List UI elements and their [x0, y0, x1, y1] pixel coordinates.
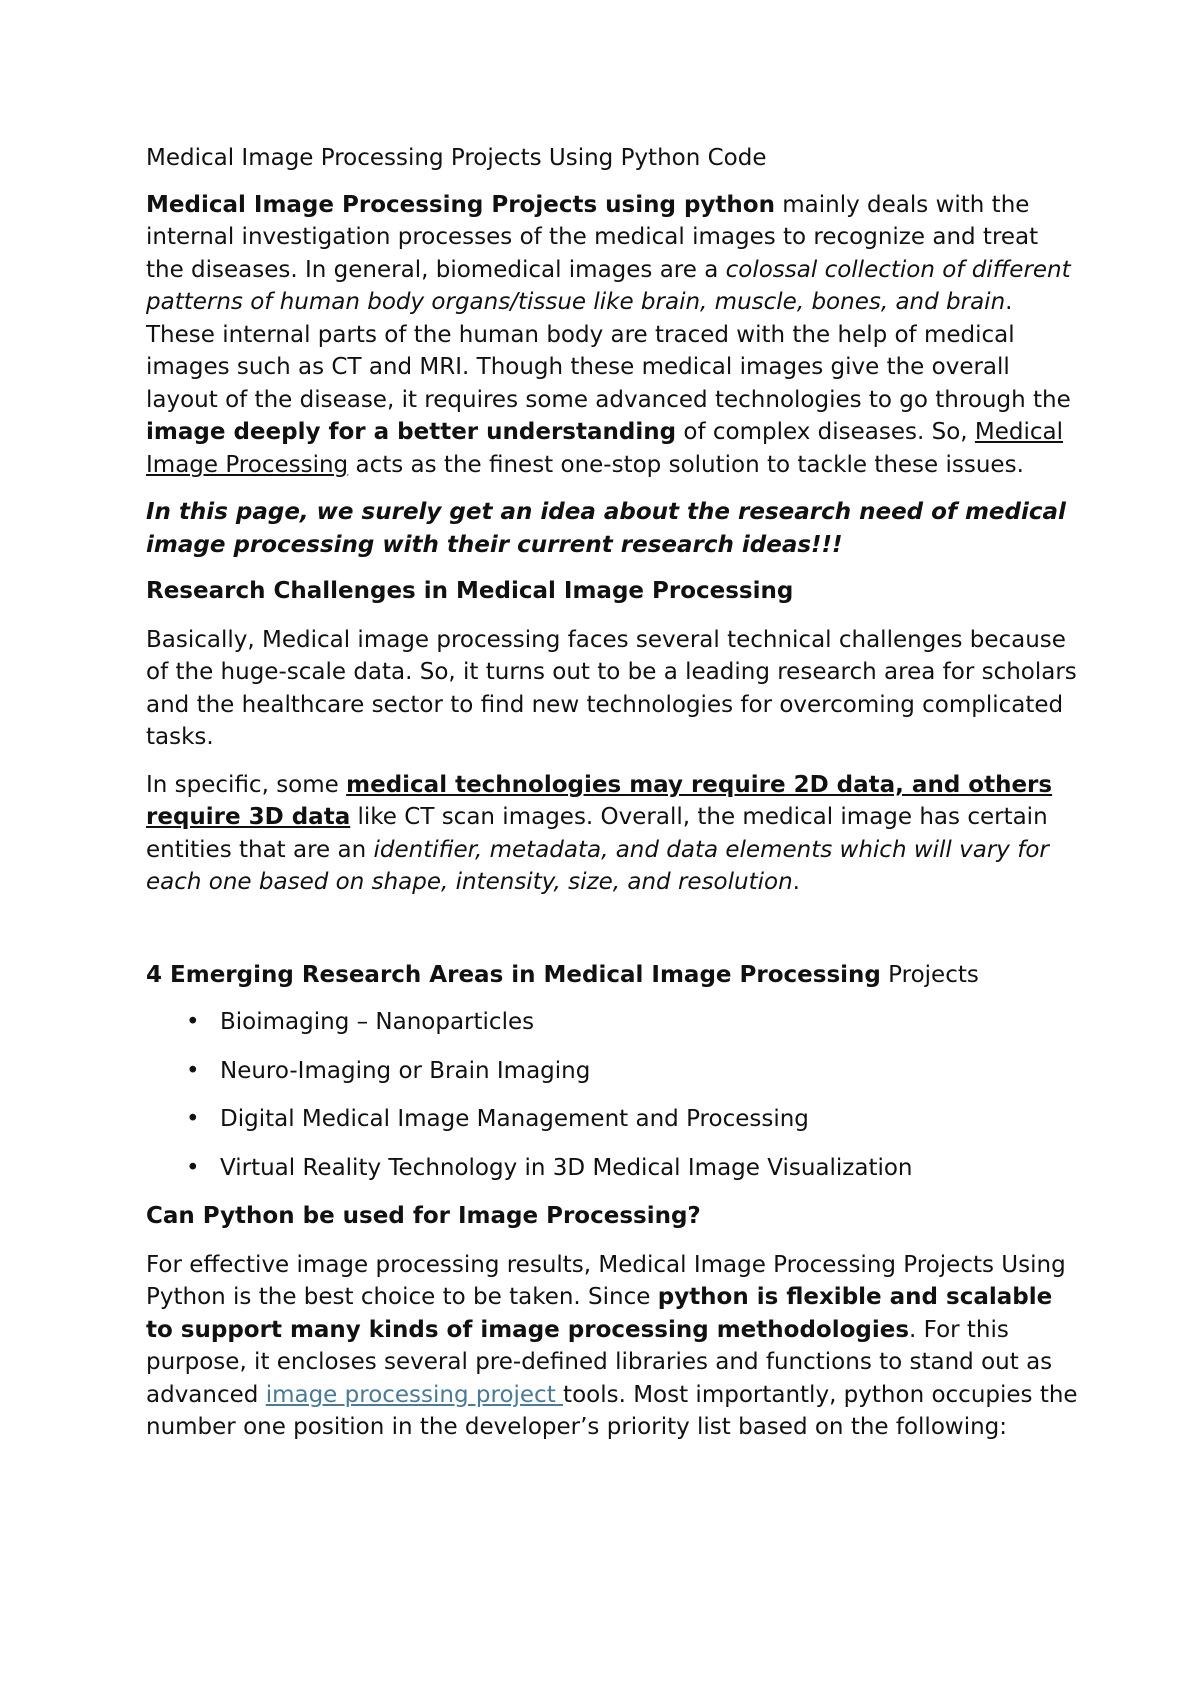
challenges-heading: Research Challenges in Medical Image Processing — [146, 578, 794, 604]
intro-text-1: mainly deals with the internal investigation processes of the medical images to recognize and treat the diseases. In general, biomedical images are a — [146, 191, 1039, 283]
python-paragraph — [146, 1249, 1080, 1444]
python-heading: Can Python be used for Image Processing? — [146, 1203, 701, 1229]
intro-paragraph — [146, 189, 1080, 482]
challenges-p2-bold-underline: medical technologies may require 2D data, and others require 3D data — [146, 771, 1053, 830]
list-item: • Virtual Reality Technology in 3D Medical Image Visualization — [186, 1152, 1080, 1185]
intro-text-4: acts as the finest one-stop solution to tackle these issues. — [348, 451, 1024, 478]
python-text-1: For effective image processing results, Medical Image Processing Projects Using Python is the best choice to be taken. Since — [146, 1251, 1066, 1310]
callout-text: In this page, we surely get an idea about the research need of medical image processing with their current research ideas!!! — [146, 499, 1066, 558]
intro-bold: image deeply for a better understanding — [146, 419, 677, 445]
list-item: • Digital Medical Image Management and Processing — [186, 1103, 1080, 1136]
areas-heading-bold: 4 Emerging Research Areas in Medical Image Processing — [146, 961, 881, 988]
challenges-p2-italic: identifier, metadata, and data elements which will vary for each one based on shape, intensity, size, and resolution — [146, 836, 1049, 895]
intro-text-3: of complex diseases. So, — [676, 419, 975, 445]
areas-heading-rest: Projects — [880, 961, 979, 988]
list-item: • Neuro-Imaging or Brain Imaging — [186, 1055, 1080, 1088]
document-title: Medical Image Processing Projects Using Python Code — [146, 145, 767, 171]
areas-heading — [146, 959, 1080, 992]
python-bold: python is flexible and scalable to support many kinds of image processing methodologies — [146, 1284, 1053, 1343]
list-item: • Bioimaging – Nanoparticles — [186, 1006, 1080, 1039]
challenges-paragraph-2 — [146, 769, 1080, 899]
challenges-p2-text-1: In specific, some — [146, 771, 347, 798]
python-text-3: tools. Most importantly, python occupies the number one position in the developer’s priority list based on the following: — [146, 1381, 1078, 1440]
intro-underlined-term: Medical Image Processing — [146, 419, 1064, 478]
research-areas-list — [146, 1006, 1080, 1184]
intro-lead-bold: Medical Image Processing Projects using python — [146, 191, 775, 218]
challenges-p2-text-3: . — [792, 869, 800, 895]
challenges-p2-text-2: like CT scan images. Overall, the medical image has certain entities that are an — [146, 804, 1048, 863]
python-text-2: . For this purpose, it encloses several pre-defined libraries and functions to stand out as advanced — [146, 1316, 1053, 1408]
intro-text-2: . These internal parts of the human body are traced with the help of medical images such as CT and MRI. Though these medical images give the overall layout of the disease, it requires some advanced technologies to go through the — [146, 289, 1071, 413]
challenges-paragraph-1: Basically, Medical image processing faces several technical challenges because of the huge-scale data. So, it turns out to be a leading research area for scholars and the healthcare sector to find new technologies for overcoming complicated tasks. — [146, 626, 1077, 750]
image-processing-project-link[interactable]: image processing project — [265, 1381, 564, 1408]
intro-italic: colossal collection of different patterns of human body organs/tissue like brain, muscle, bones, and brain — [146, 256, 1071, 315]
